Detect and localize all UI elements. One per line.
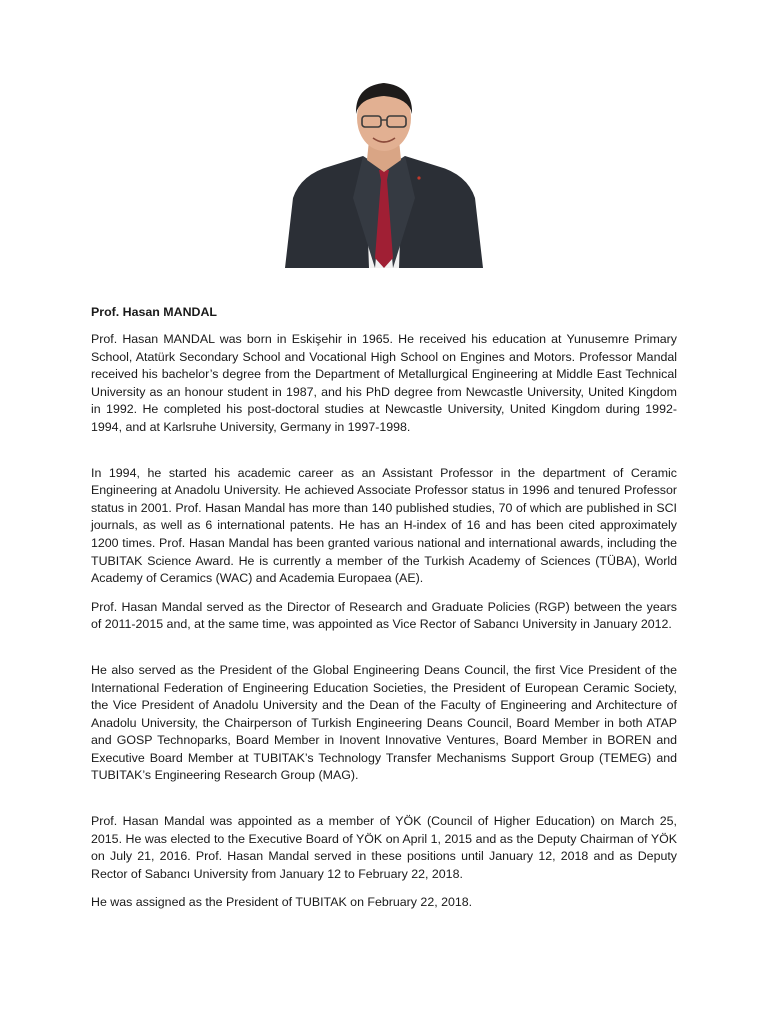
bio-paragraph-yok: Prof. Hasan Mandal was appointed as a member of YÖK (Council of Higher Education) on March 25, 2015. He was elected to the Executive Board of YÖK on April 1, 2015 and as the Deputy Chairman of YÖK on July 21, 2016. Prof. Hasan Mandal served in these positions until January 12, 2018 and as Deputy Rector of Sabancı University from January 12 to February 22, 2018. bbox=[91, 814, 677, 881]
bio-paragraph-tubitak: He was assigned as the President of TUBITAK on February 22, 2018. bbox=[91, 895, 473, 910]
bio-paragraph-academic-career: In 1994, he started his academic career as an Assistant Professor in the department of Ceramic Engineering at Anadolu University. He achieved Associate Professor status in 1996 and tenured Professor status in 2001. Prof. Hasan Mandal has more than 140 published studies, 70 of which are published in SCI journals, as well as 6 international patents. He has an H-index of 16 and has been cited approximately 1200 times. Prof. Hasan Mandal has been granted various national and international awards, including the TUBITAK Science Award. He is currently a member of the Turkish Academy of Sciences (TÜBA), World Academy of Ceramics (WAC) and Academia Europaea (AE). bbox=[91, 465, 677, 586]
bio-paragraph-early-life: Prof. Hasan MANDAL was born in Eskişehir in 1965. He received his education at Yunusemre Primary School, Atatürk Secondary School and Vocational High School on Engines and Motors. Professor Mandal received his bachelor’s degree from the Department of Metallurgical Engineering at Middle East Technical University as an honour student in 1987, and his PhD degree from Newcastle University, United Kingdom in 1992. He completed his post-doctoral studies at Newcastle University, United Kingdom during 1992-1994, and at Karlsruhe University, Germany in 1997-1998. bbox=[91, 332, 677, 434]
bio-paragraph-roles: He also served as the President of the Global Engineering Deans Council, the first Vice President of the International Federation of Engineering Education Societies, the President of European Ceramic Society, the Vice President of Anadolu University and the Dean of the Faculty of Engineering and Architecture of Anadolu University, the Chairperson of Turkish Engineering Deans Council, Board Member in both ATAP and GOSP Technoparks, Board Member in Inovent Innovative Ventures, Board Member in BOREN and Executive Board Member at TUBITAK’s Technology Transfer Mechanisms Support Group (TEMEG) and TUBITAK’s Engineering Research Group (MAG). bbox=[91, 662, 677, 783]
bio-paragraph-rgp-director: Prof. Hasan Mandal served as the Director of Research and Graduate Policies (RGP) between the years of 2011-2015 and, at the same time, was appointed as Vice Rector of Sabancı University in January 2012. bbox=[91, 599, 677, 632]
biography-content bbox=[91, 304, 677, 912]
portrait-photo bbox=[283, 78, 485, 268]
person-name-heading: Prof. Hasan MANDAL bbox=[91, 305, 217, 319]
